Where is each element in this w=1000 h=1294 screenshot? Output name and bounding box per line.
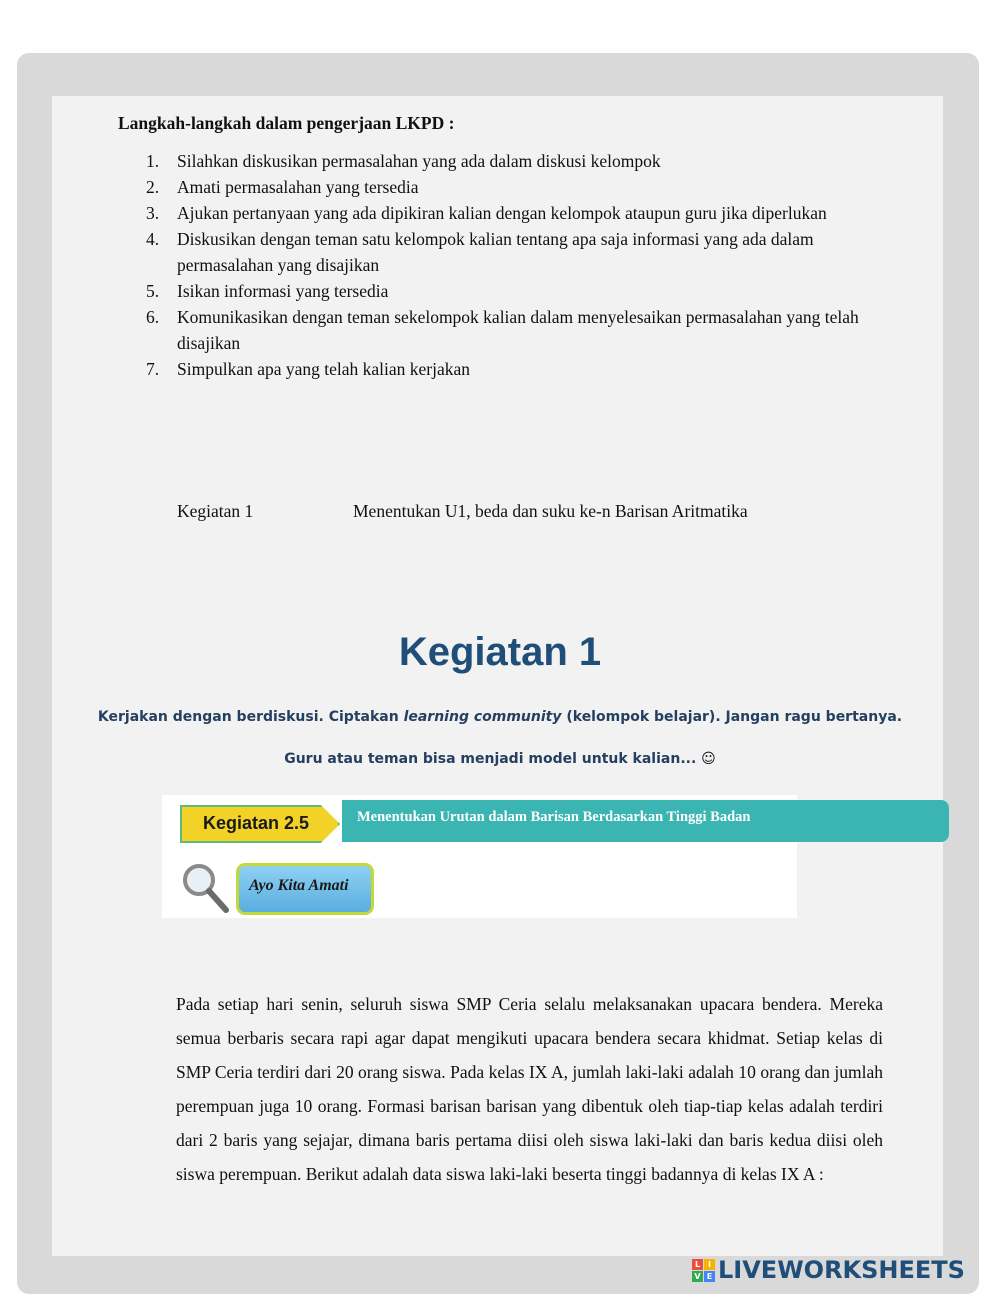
list-item: 5. Isikan informasi yang tersedia [146, 281, 389, 301]
observe-badge-label: Ayo Kita Amati [249, 877, 349, 894]
steps-list [146, 148, 876, 382]
magnifier-icon [180, 861, 232, 915]
kegiatan-label: Kegiatan 1 [177, 501, 254, 521]
instruction-line-2: Guru atau teman bisa menjadi model untuk kalian... ☺ [284, 751, 716, 767]
list-item: 3. Ajukan pertanyaan yang ada dipikiran kalian dengan kelompok ataupun guru jika diperlukan [146, 203, 827, 223]
liveworksheets-logo-icon: L I V E [692, 1259, 715, 1282]
section-title: Kegiatan 1 [398, 630, 602, 674]
activity-banner [162, 795, 797, 918]
liveworksheets-logo [692, 1256, 965, 1284]
list-item: 7. Simpulkan apa yang telah kalian kerjakan [146, 359, 471, 379]
list-item: 1. Silahkan diskusikan permasalahan yang ada dalam diskusi kelompok [146, 151, 661, 171]
story-paragraph: Pada setiap hari senin, seluruh siswa SMP Ceria selalu melaksanakan upacara bendera. Mereka semua berbaris secara rapi agar dapat mengikuti upacara bendera secara khidmat. Setiap kelas di SMP Ceria terdiri dari 20 orang siswa. Pada kelas IX A, jumlah laki-laki adalah 10 orang dan jumlah perempuan juga 10 orang. Formasi barisan barisan yang dibentuk oleh tiap-tiap kelas adalah terdiri dari 2 baris yang sejajar, dimana baris pertama diisi oleh siswa laki-laki dan baris kedua diisi oleh siswa perempuan. Berikut adalah data siswa laki-laki beserta tinggi badannya di kelas IX A : [176, 994, 883, 1184]
steps-title: Langkah-langkah dalam pengerjaan LKPD : [118, 113, 455, 133]
activity-tag-label: Kegiatan 2.5 [203, 813, 310, 833]
instruction-line-1: Kerjakan dengan berdiskusi. Ciptakan learning community (kelompok belajar). Jangan ragu bertanya. [97, 709, 903, 725]
list-item: 6. Komunikasikan dengan teman sekelompok kalian dalam menyelesaikan permasalahan yang telah disajikan [146, 307, 859, 353]
list-item: 2. Amati permasalahan yang tersedia [146, 177, 419, 197]
smiley-icon: ☺ [701, 751, 716, 767]
kegiatan-description: Menentukan U1, beda dan suku ke-n Barisan Aritmatika [353, 501, 748, 521]
liveworksheets-wordmark: LIVEWORKSHEETS [718, 1256, 965, 1284]
list-item: 4. Diskusikan dengan teman satu kelompok kalian tentang apa saja informasi yang ada dalam permasalahan yang disajikan [146, 229, 814, 275]
banner-title: Menentukan Urutan dalam Barisan Berdasarkan Tinggi Badan [357, 809, 751, 825]
